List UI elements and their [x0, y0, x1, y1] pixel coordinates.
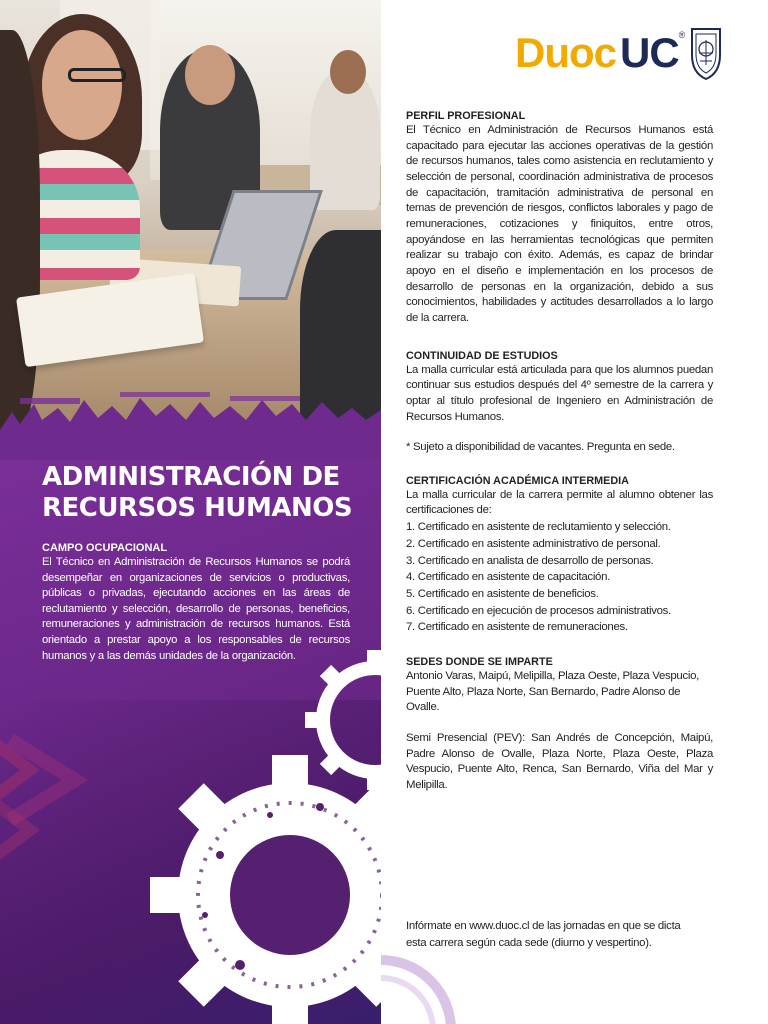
- vacancy-note: * Sujeto a disponibilidad de vacantes. Pregunta en sede.: [406, 441, 675, 454]
- registered-mark: ®: [678, 30, 686, 40]
- career-title-line-1: ADMINISTRACIÓN DE: [42, 462, 340, 492]
- certificacion-heading: CERTIFICACIÓN ACADÉMICA INTERMEDIA: [406, 474, 629, 487]
- list-item: 5. Certificado en asistente de beneficios.: [406, 587, 599, 600]
- sedes-heading: SEDES DONDE SE IMPARTE: [406, 656, 553, 669]
- career-title: [42, 462, 372, 524]
- perfil-profesional-heading: PERFIL PROFESIONAL: [406, 110, 526, 122]
- duoc-uc-logo: [515, 22, 725, 84]
- university-seal-icon: [689, 25, 723, 81]
- career-title-line-2: RECURSOS HUMANOS: [42, 493, 353, 523]
- sedes-presencial: Antonio Varas, Maipú, Melipilla, Plaza Oeste, Plaza Vespucio, Puente Alto, Plaza Norte, San Bernardo, Padre Alonso de Ovalle.: [406, 670, 699, 714]
- list-item: 7. Certificado en asistente de remuneraciones.: [406, 621, 628, 634]
- list-item: 6. Certificado en ejecución de procesos administrativos.: [406, 604, 671, 617]
- continuidad-estudios-heading: CONTINUIDAD DE ESTUDIOS: [406, 349, 558, 362]
- right-column: [381, 0, 768, 1024]
- campo-ocupacional-heading: CAMPO OCUPACIONAL: [42, 542, 168, 554]
- footer-line-1: Infórmate en www.duoc.cl de las jornadas en que se dicta: [406, 920, 681, 932]
- list-item: 1. Certificado en asistente de reclutamiento y selección.: [406, 521, 671, 534]
- certificacion-intro: La malla curricular de la carrera permite al alumno obtener las certificaciones de:: [406, 488, 713, 517]
- logo-duoc-text: Duoc: [515, 29, 616, 76]
- brush-edge-decoration: [0, 390, 381, 460]
- perfil-profesional-body: El Técnico en Administración de Recursos Humanos está capacitado para ejecutar las acciones operativas de la gestión de recursos humanos, tales como asistencia en reclutamiento y selección de personal, coordinación administrativa de procesos de capacitación, tramitación administrativa de personal en temas de prevención de riesgos, conflictos laborales y pago de remuneraciones, cotizaciones y finiquitos, entre otros, apoyándose en las herramientas tecnológicas que permiten realizar su trabajo con éxito. Además, es capaz de brindar apoyo en el diseño e implementación en los procesos de desarrollo de personas en la organización, debido a sus conocimientos, habilidades y actitudes desarrollados a lo largo de la carrera.: [406, 124, 713, 324]
- continuidad-estudios-body: La malla curricular está articulada para que los alumnos puedan continuar sus estudios después del 4º semestre de la carrera y optar al título profesional de Ingeniero en Administración de Recursos Humanos.: [406, 363, 713, 423]
- campo-ocupacional-body: El Técnico en Administración de Recursos Humanos se podrá desempeñar en organizaciones de servicios o productivas, públicas o privadas, ejecutando acciones en las áreas de reclutamiento y selección, desarrollo de personas, beneficios, remuneraciones y administración de recursos humanos. Está orientado a prestar apoyo a los responsables de recursos humanos y a las demás unidades de la organización.: [42, 556, 350, 662]
- left-column: [0, 0, 381, 1024]
- campo-ocupacional-section: [42, 541, 350, 664]
- list-item: 2. Certificado en asistente administrativo de personal.: [406, 537, 661, 550]
- right-content: [406, 109, 713, 794]
- certification-list: [406, 519, 713, 636]
- list-item: 4. Certificado en asistente de capacitación.: [406, 571, 610, 584]
- footer-line-2: esta carrera según cada sede (diurno y vespertino).: [406, 937, 652, 949]
- sedes-semi-presencial: Semi Presencial (PEV): San Andrés de Concepción, Maipú, Padre Alonso de Ovalle, Plaza Norte, Plaza Oeste, Plaza Vespucio, Puente Alto, Renca, San Bernardo, Viña del Mar y Melipilla.: [406, 732, 713, 791]
- swirl-decoration: [381, 930, 471, 1024]
- gear-graphic-decoration: [0, 640, 381, 1024]
- list-item: 3. Certificado en analista de desarrollo de personas.: [406, 554, 654, 567]
- logo-uc-text: UC: [620, 29, 679, 76]
